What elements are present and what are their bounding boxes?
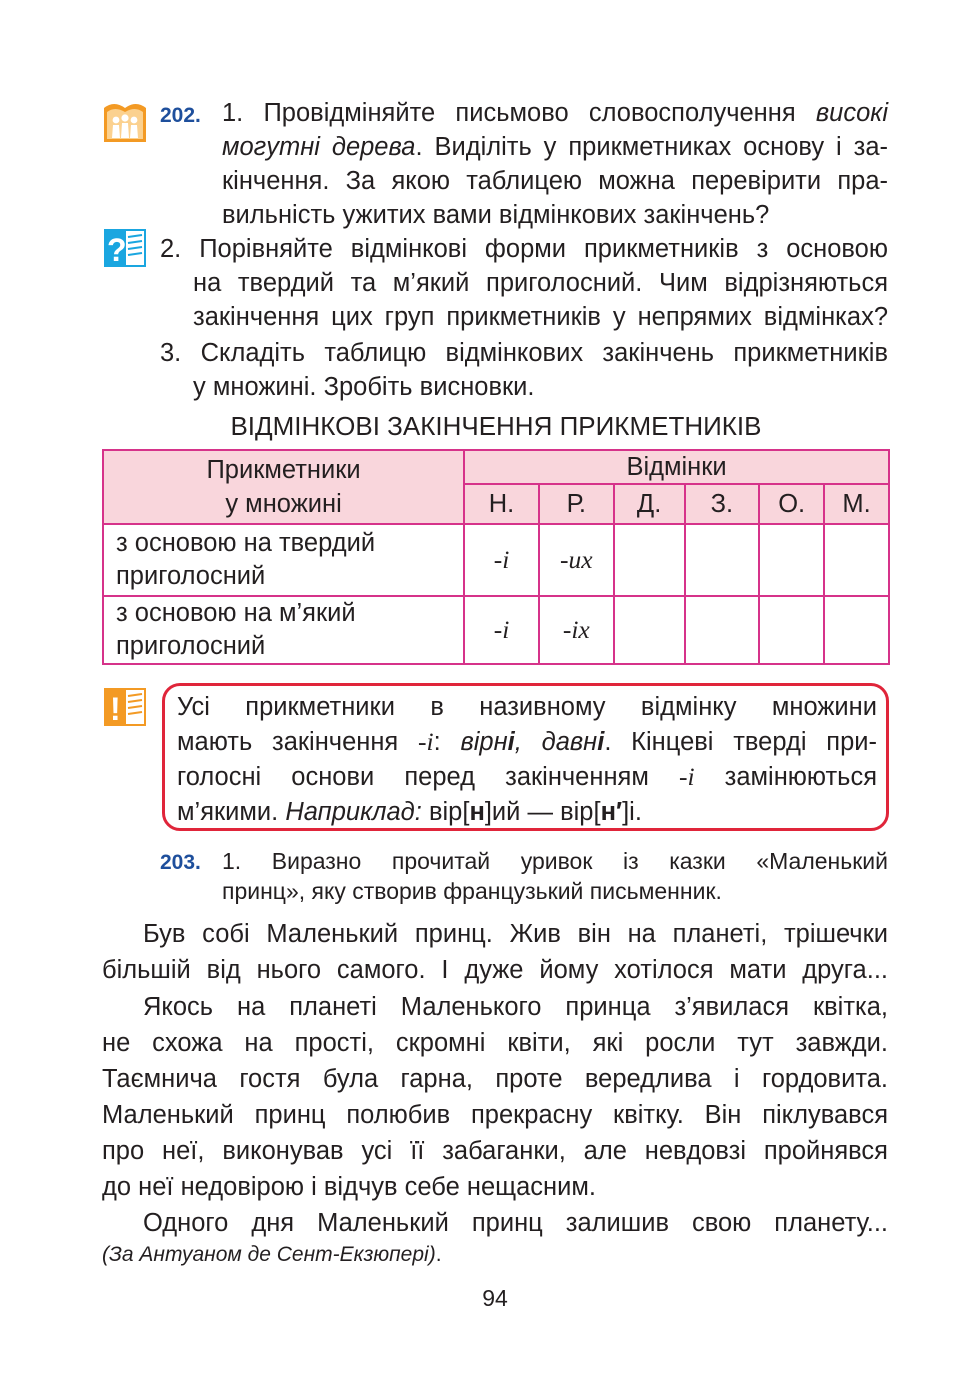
rule-text: ]і. bbox=[622, 798, 642, 826]
ending-cell bbox=[614, 524, 685, 596]
source-dot: . bbox=[435, 1243, 442, 1266]
rule-text: м’якими. bbox=[177, 798, 286, 826]
story-source bbox=[102, 1240, 442, 1270]
case-header: О. bbox=[759, 484, 824, 524]
rule-text: голосні основи перед закінченням bbox=[177, 763, 679, 791]
task3-line1: 3. Складіть таблицю відмінкових закінчень прикметників bbox=[160, 339, 888, 367]
ending-cell: -их bbox=[539, 524, 614, 596]
story-p2-l6: до неї недовірою і відчув себе нещасним. bbox=[102, 1173, 596, 1201]
header-adjectives bbox=[103, 450, 464, 524]
exercise-number-202: 202. bbox=[160, 104, 201, 127]
rule-text: : bbox=[433, 728, 461, 756]
table-row bbox=[103, 524, 889, 596]
ending-cell bbox=[824, 524, 889, 596]
story-p1-l2: більшій від нього самого. І дуже йому хотілося мати друга... bbox=[102, 956, 888, 984]
table-row bbox=[103, 596, 889, 664]
question-book-icon bbox=[102, 225, 148, 269]
rule-text: . Кінцеві тверді при- bbox=[604, 728, 877, 756]
row-label bbox=[103, 524, 464, 596]
ex203-line2: принц», яку створив французький письменник. bbox=[222, 878, 722, 904]
row-label-l2: приголосний bbox=[116, 632, 266, 660]
rule-sound: н bbox=[469, 798, 485, 826]
case-header: Р. bbox=[539, 484, 614, 524]
header-adjectives-l1: Прикметники bbox=[206, 456, 361, 484]
rule-text: мають закінчення bbox=[177, 728, 418, 756]
story-p2-l4: Маленький принц полюбив прекрасну квітку. Він піклувався bbox=[102, 1101, 888, 1129]
task1-line3: кінчення. За якою таблицею можна перевірити пра- bbox=[222, 167, 888, 195]
case-header: М. bbox=[824, 484, 889, 524]
rule-text: , bbox=[514, 728, 542, 756]
task1-line1-text: 1. Провідміняйте письмово словосполучення bbox=[222, 99, 816, 127]
page-number: 94 bbox=[482, 1285, 508, 1311]
task1-phrase-a: високі bbox=[815, 99, 888, 127]
ending-cell bbox=[685, 596, 760, 664]
exercise-number-203: 203. bbox=[160, 851, 201, 874]
ending-cell bbox=[824, 596, 889, 664]
task3-line2: у множині. Зробіть висновки. bbox=[193, 373, 535, 401]
header-adjectives-l2: у множині bbox=[225, 490, 342, 518]
rule-line4 bbox=[177, 795, 642, 829]
rule-text: вір[ bbox=[421, 798, 470, 826]
rule-sound: н′ bbox=[600, 798, 623, 826]
ex203-line1: 1. Виразно прочитай уривок із казки «Маленький bbox=[222, 848, 888, 874]
endings-table bbox=[102, 449, 890, 665]
ending-cell: -іх bbox=[539, 596, 614, 664]
task1-line2 bbox=[222, 130, 888, 164]
story-p2-l5: про неї, виконував усі її забаганки, але невдовзі пройнявся bbox=[102, 1137, 888, 1165]
rule-text: ]ий — вір[ bbox=[484, 798, 601, 826]
story-p3-l1: Одного дня Маленький принц залишив свою планету... bbox=[143, 1209, 888, 1237]
header-cases: Відмінки bbox=[464, 450, 889, 484]
ending-cell: -і bbox=[464, 524, 539, 596]
rule-line2 bbox=[177, 725, 877, 759]
row-label-l1: з основою на м’який bbox=[116, 599, 356, 627]
task1-line2-text: . Виділіть у прикметниках основу і за- bbox=[415, 133, 888, 161]
case-header: Д. bbox=[614, 484, 685, 524]
ending-cell bbox=[614, 596, 685, 664]
row-label-l1: з основою на твердий bbox=[116, 529, 376, 557]
case-header: Н. bbox=[464, 484, 539, 524]
rule-ending: -і bbox=[678, 762, 695, 791]
ending-cell bbox=[759, 524, 824, 596]
rule-example-label: Наприклад: bbox=[285, 798, 422, 826]
ending-cell: -і bbox=[464, 596, 539, 664]
task1-phrase-b: могутні дерева bbox=[222, 133, 416, 161]
task2-line2: на твердий та м’який приголосний. Чим відрізняються bbox=[193, 269, 888, 297]
rule-ending: -і bbox=[418, 727, 434, 756]
attention-book-icon bbox=[102, 684, 148, 728]
svg-text:!: ! bbox=[110, 691, 121, 727]
ending-cell bbox=[759, 596, 824, 664]
rule-line3 bbox=[177, 760, 877, 794]
task1-line4: вильність ужитих вами відмінкових закінчень? bbox=[222, 201, 770, 229]
ending-cell bbox=[685, 524, 760, 596]
story-p1-l1: Був собі Маленький принц. Жив він на планеті, трішечки bbox=[143, 920, 888, 948]
svg-text:?: ? bbox=[107, 232, 127, 268]
rule-text: замінюються bbox=[694, 763, 877, 791]
task1-line1 bbox=[222, 96, 888, 130]
rule-example-word: вірні bbox=[460, 728, 515, 756]
story-p2-l1: Якось на планеті Маленького принца з’явилася квітка, bbox=[143, 993, 888, 1021]
group-work-icon bbox=[102, 100, 148, 144]
story-p2-l3: Таємнича гостя була гарна, проте вередлива і гордовита. bbox=[102, 1065, 888, 1093]
table-title: ВІДМІНКОВІ ЗАКІНЧЕННЯ ПРИКМЕТНИКІВ bbox=[230, 411, 762, 441]
row-label-l2: приголосний bbox=[116, 562, 266, 590]
story-p2-l2: не схожа на прості, скромні квіти, які росли тут завжди. bbox=[102, 1029, 888, 1057]
rule-example-word: давні bbox=[541, 728, 605, 756]
case-header: З. bbox=[685, 484, 760, 524]
task2-line3: закінчення цих груп прикметників у непрямих відмінках? bbox=[193, 303, 888, 331]
row-label bbox=[103, 596, 464, 664]
rule-line1: Усі прикметники в називному відмінку множини bbox=[177, 693, 877, 721]
task2-line1: 2. Порівняйте відмінкові форми прикметників з основою bbox=[160, 235, 888, 263]
source-text: (За Антуаном де Сент-Екзюпері) bbox=[102, 1243, 436, 1266]
